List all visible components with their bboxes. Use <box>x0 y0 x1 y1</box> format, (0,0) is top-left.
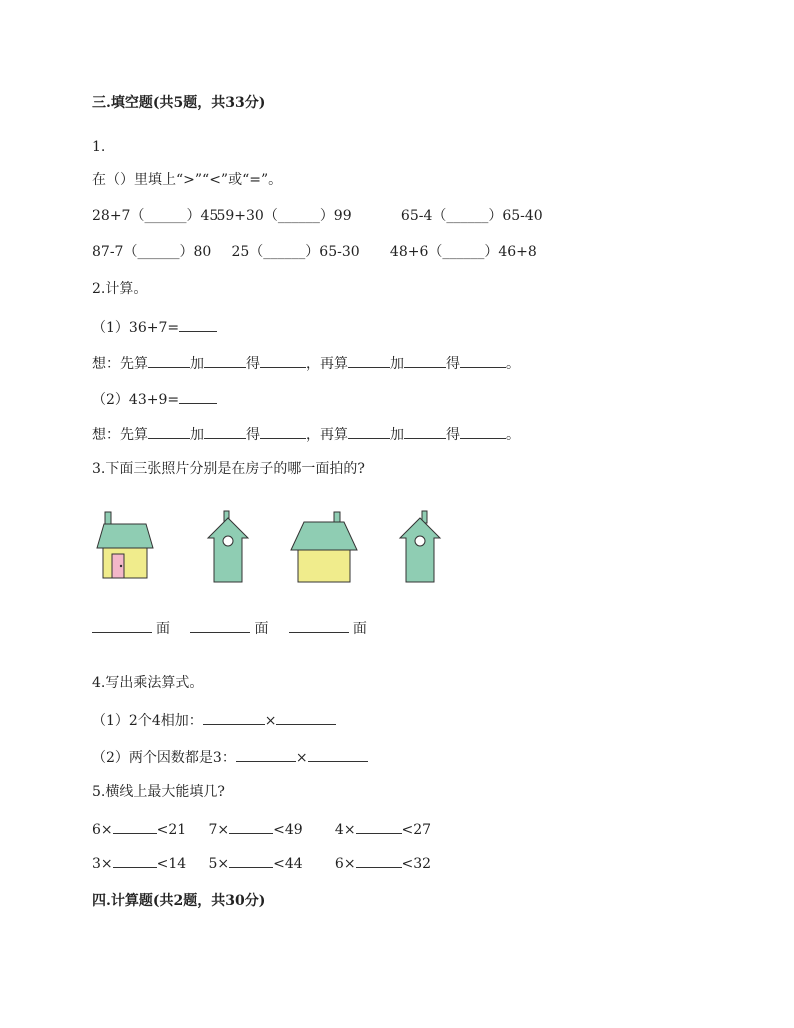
fill-right: <44 <box>273 856 303 872</box>
answer-blank[interactable] <box>348 424 390 439</box>
fill-left: 4× <box>334 822 356 838</box>
fill-right: <49 <box>273 822 303 838</box>
fill-right: <14 <box>156 856 187 872</box>
fill-item <box>208 853 330 873</box>
think-text: 想：先算 <box>92 356 148 372</box>
answer-blank[interactable] <box>460 424 506 439</box>
think-text: 想：先算 <box>92 427 148 443</box>
q2-part-label: （1）36+7= <box>92 320 180 336</box>
q1-row-2 <box>92 243 537 261</box>
fill-left: 3× <box>92 856 113 872</box>
answer-blank[interactable] <box>92 618 152 633</box>
compare-blank[interactable]: ______ <box>277 208 320 224</box>
answer-blank[interactable] <box>276 710 336 725</box>
compare-left: 28+7（ <box>92 208 145 224</box>
answer-blank[interactable] <box>356 853 402 868</box>
compare-left: 48+6（ <box>389 244 443 260</box>
house-end-window-icon <box>398 510 442 584</box>
q2-part-label: （2）43+9= <box>92 392 180 408</box>
compare-right: ）65-30 <box>305 244 360 260</box>
answer-blank[interactable] <box>348 353 390 368</box>
fill-left: 6× <box>334 856 356 872</box>
think-text: ，再算 <box>306 356 348 372</box>
answer-blank[interactable] <box>204 424 246 439</box>
compare-item <box>92 207 219 225</box>
compare-blank[interactable]: ______ <box>442 244 485 260</box>
answer-blank[interactable] <box>179 317 217 332</box>
q5-row-1 <box>92 819 431 839</box>
think-text: 得 <box>246 356 260 372</box>
q4-title: 4.写出乘法算式。 <box>92 675 204 691</box>
answer-blank[interactable] <box>356 819 402 834</box>
answer-blank[interactable] <box>460 353 506 368</box>
answer-blank[interactable] <box>113 853 157 868</box>
fill-item <box>335 853 431 873</box>
q5-row-2 <box>92 853 431 873</box>
times-sign: × <box>264 713 277 729</box>
q3-answer-row <box>92 618 367 638</box>
fill-item <box>92 819 204 839</box>
compare-item <box>92 243 227 261</box>
q4-part-1 <box>92 710 336 730</box>
compare-blank[interactable]: ______ <box>137 244 180 260</box>
think-text: 加 <box>390 356 404 372</box>
think-text: 加 <box>190 356 204 372</box>
compare-blank[interactable]: ______ <box>446 208 489 224</box>
face-word: 面 <box>156 621 170 637</box>
think-text: ，再算 <box>306 427 348 443</box>
q3-title: 3.下面三张照片分别是在房子的哪一面拍的? <box>92 461 365 477</box>
q1-row-1 <box>92 207 543 225</box>
house-end-window-icon <box>206 510 250 584</box>
fill-right: <32 <box>401 856 432 872</box>
answer-blank[interactable] <box>148 424 190 439</box>
answer-blank[interactable] <box>404 353 446 368</box>
q2-part-1 <box>92 317 217 337</box>
answer-blank[interactable] <box>148 353 190 368</box>
compare-left: 87-7（ <box>92 244 138 260</box>
q5-title: 5.横线上最大能填几? <box>92 784 225 800</box>
answer-blank[interactable] <box>203 710 265 725</box>
q2-think-2 <box>92 424 520 444</box>
house-front-icon <box>290 510 358 584</box>
house-figures <box>92 510 452 590</box>
q4-part-2 <box>92 747 368 767</box>
fill-item <box>208 819 330 839</box>
compare-right: ）80 <box>179 244 212 260</box>
think-text: 加 <box>190 427 204 443</box>
think-text: 得 <box>446 427 460 443</box>
house-side-door-icon <box>96 510 154 580</box>
answer-blank[interactable] <box>113 819 157 834</box>
face-word: 面 <box>254 621 269 637</box>
q1-number: 1. <box>92 139 106 155</box>
fill-left: 7× <box>208 822 230 838</box>
q4-part-label: （1）2个4相加： <box>92 713 203 729</box>
compare-item <box>231 243 385 261</box>
answer-blank[interactable] <box>289 618 349 633</box>
section4-heading: 四.计算题(共2题，共30分) <box>92 893 266 909</box>
q4-part-label: （2）两个因数都是3： <box>92 750 236 766</box>
answer-blank[interactable] <box>229 853 273 868</box>
section3-heading: 三.填空题(共5题，共33分) <box>92 95 266 111</box>
q2-title: 2.计算。 <box>92 281 148 297</box>
answer-blank[interactable] <box>204 353 246 368</box>
compare-left: 65-4（ <box>400 208 447 224</box>
answer-blank[interactable] <box>236 747 296 762</box>
answer-blank[interactable] <box>260 353 306 368</box>
think-text: 得 <box>246 427 260 443</box>
compare-right: ）65-40 <box>488 208 543 224</box>
compare-right: ）46+8 <box>484 244 537 260</box>
fill-item <box>335 819 431 839</box>
fill-left: 6× <box>92 822 113 838</box>
compare-right: ）45 <box>186 208 219 224</box>
q2-part-2 <box>92 389 217 409</box>
answer-blank[interactable] <box>260 424 306 439</box>
q2-think-1 <box>92 353 520 373</box>
answer-blank[interactable] <box>179 389 217 404</box>
fill-left: 5× <box>208 856 230 872</box>
q1-instruction: 在（）里填上“>”“<”或“=”。 <box>92 172 283 188</box>
compare-blank[interactable]: ______ <box>144 208 187 224</box>
compare-blank[interactable]: ______ <box>263 244 306 260</box>
compare-item <box>216 207 396 225</box>
compare-left: 25（ <box>231 244 264 260</box>
compare-left: 59+30（ <box>216 208 278 224</box>
fill-right: <27 <box>401 822 432 838</box>
think-text: 。 <box>506 427 520 443</box>
answer-blank[interactable] <box>229 819 273 834</box>
think-text: 得 <box>446 356 460 372</box>
answer-blank[interactable] <box>404 424 446 439</box>
fill-right: <21 <box>156 822 187 838</box>
face-word: 面 <box>352 621 367 637</box>
times-sign: × <box>295 750 308 766</box>
compare-item <box>401 207 543 225</box>
answer-blank[interactable] <box>190 618 250 633</box>
answer-blank[interactable] <box>308 747 368 762</box>
think-text: 加 <box>390 427 404 443</box>
compare-right: ）99 <box>319 208 352 224</box>
think-text: 。 <box>506 356 520 372</box>
compare-item <box>390 243 537 261</box>
fill-item <box>92 853 204 873</box>
